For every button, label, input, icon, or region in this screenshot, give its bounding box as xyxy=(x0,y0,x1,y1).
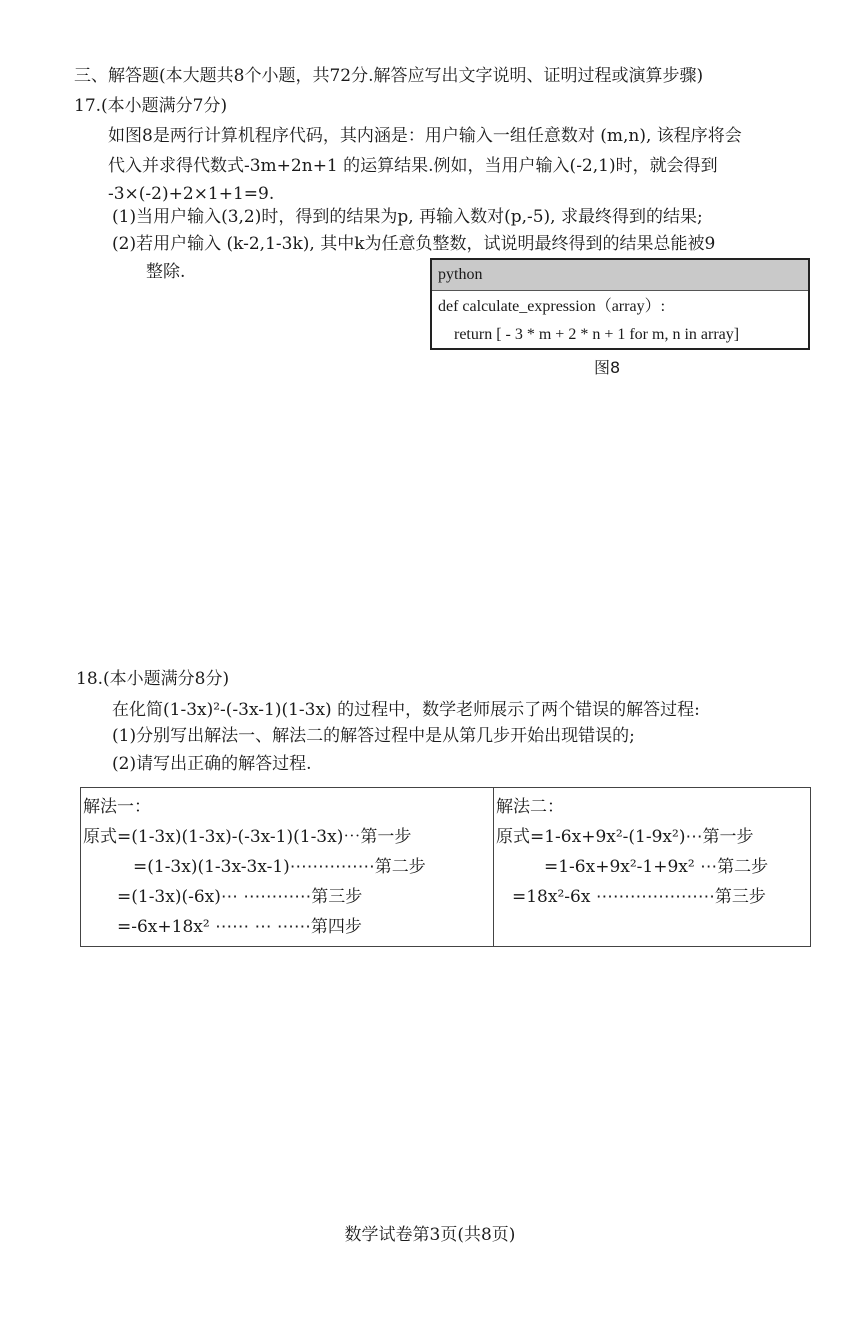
q17-part-1: (1)当用户输入(3,2)时，得到的结果为p, 再输入数对(p,-5), 求最终得到的结果; xyxy=(112,207,703,227)
q17-part-2: (2)若用户输入 (k-2,1-3k), 其中k为任意负整数，试说明最终得到的结果总能被9 xyxy=(112,234,716,254)
method-2-step-3: =18x²-6x ⋯⋯⋯⋯⋯⋯⋯第三步 xyxy=(512,887,766,907)
method-1-step-4: =-6x+18x² ⋯⋯ ⋯ ⋯⋯第四步 xyxy=(117,917,362,937)
q17-body-line-1: 如图8是两行计算机程序代码，其内涵是：用户输入一组任意数对 (m,n), 该程序将会 xyxy=(108,126,742,146)
q17-title: 17.(本小题满分7分) xyxy=(74,96,228,116)
q17-part-2-cont: 整除. xyxy=(146,262,186,282)
method-2-cell xyxy=(494,788,811,947)
method-1-step-3: =(1-3x)(-6x)⋯ ⋯⋯⋯⋯第三步 xyxy=(117,887,363,907)
q18-title: 18.(本小题满分8分) xyxy=(76,669,230,689)
q17-body-line-2: 代入并求得代数式-3m+2n+1 的运算结果.例如，当用户输入(-2,1)时，就会得到 xyxy=(108,156,718,176)
method-1-title: 解法一： xyxy=(83,797,151,817)
figure-caption: 图8 xyxy=(594,358,621,377)
code-language-header: python xyxy=(432,260,808,291)
method-2-title: 解法二： xyxy=(496,797,564,817)
method-1-step-1: 原式=(1-3x)(1-3x)-(-3x-1)(1-3x)⋯第一步 xyxy=(83,827,412,847)
code-line-def: def calculate_expression（array）: xyxy=(438,298,666,315)
q18-part-1: (1)分别写出解法一、解法二的解答过程中是从第几步开始出现错误的; xyxy=(112,726,635,746)
method-1-cell xyxy=(81,788,494,947)
solutions-table xyxy=(80,787,811,947)
q18-intro: 在化简(1-3x)²-(-3x-1)(1-3x) 的过程中，数学老师展示了两个错误的解答过程: xyxy=(112,700,700,720)
code-line-return: return [ - 3 * m + 2 * n + 1 for m, n in array] xyxy=(454,326,740,343)
page-footer: 数学试卷第3页(共8页) xyxy=(344,1225,516,1245)
method-2-step-1: 原式=1-6x+9x²-(1-9x²)⋯第一步 xyxy=(496,827,754,847)
method-1-step-2: =(1-3x)(1-3x-3x-1)⋯⋯⋯⋯⋯第二步 xyxy=(133,857,426,877)
section-heading: 三、解答题(本大题共8个小题，共72分.解答应写出文字说明、证明过程或演算步骤) xyxy=(74,66,704,86)
q18-part-2: (2)请写出正确的解答过程. xyxy=(112,754,312,774)
method-2-step-2: =1-6x+9x²-1+9x² ⋯第二步 xyxy=(544,857,769,877)
code-figure xyxy=(430,258,810,350)
q17-body-line-3: -3×(-2)+2×1+1=9. xyxy=(108,184,275,204)
